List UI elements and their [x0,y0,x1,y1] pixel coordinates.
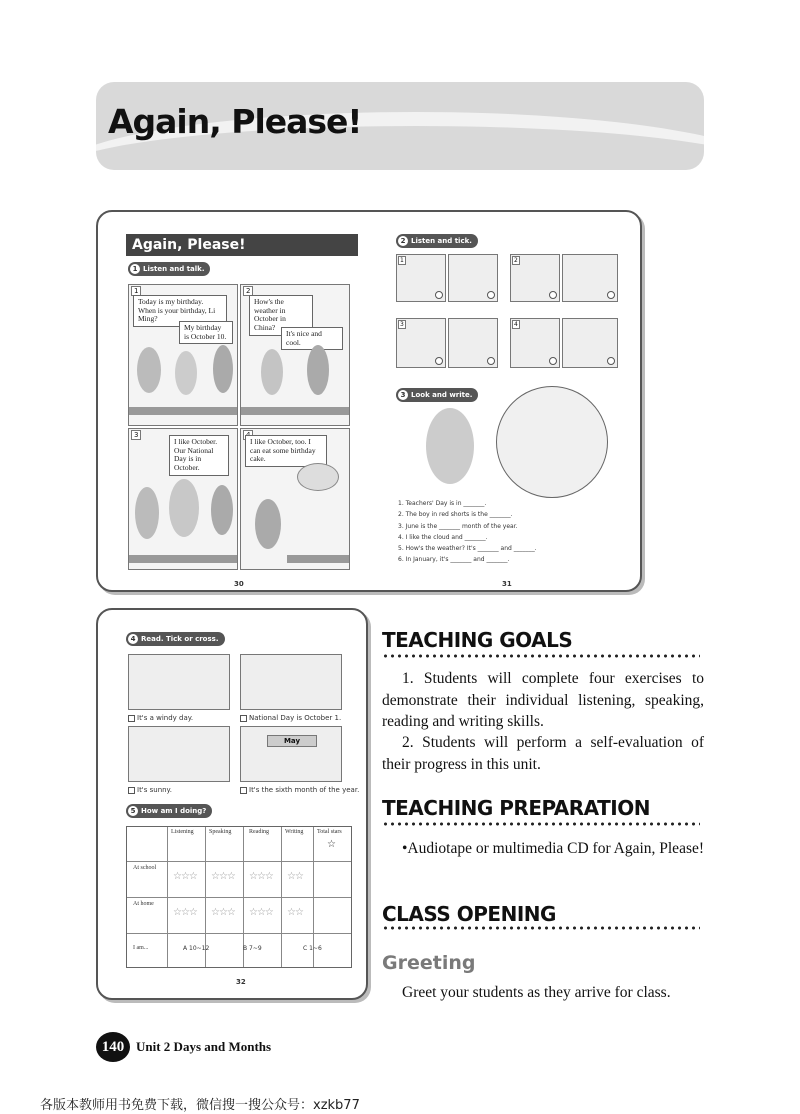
section-label-text: Listen and talk. [143,265,205,273]
tick-picture [510,318,560,368]
grid-header: Reading [249,829,269,835]
option [128,714,193,722]
section-number: 5 [128,806,138,816]
speech-bubble: Today is my birthday. When is your birthday, Li Ming? [133,295,227,327]
option-text: National Day is October 1. [249,714,342,722]
option [240,786,359,794]
option [240,714,341,722]
tick-circle[interactable] [487,291,495,299]
table-shape [129,407,237,415]
paragraph-text: 1. Students will complete four exercises to demonstrate their individual listening, speaking, reading and writing skills. [382,670,704,730]
tick-picture [510,254,560,302]
grid-header: Total stars [317,829,342,835]
grid-header: Speaking [209,829,232,835]
tick-picture [562,318,618,368]
speech-bubble: My birthday is October 10. [179,321,233,344]
paragraph [382,838,704,860]
header-banner [96,82,704,170]
tick-picture [396,318,446,368]
checkbox[interactable] [240,715,247,722]
section-label-text: Read. Tick or cross. [141,635,219,643]
paragraph [382,668,704,733]
comic-panel-3 [128,428,238,570]
panel-number: 1 [131,286,141,296]
scale-label: A 10~12 [183,945,210,952]
option [128,786,172,794]
checkbox[interactable] [128,787,135,794]
section-heading-teaching-goals: TEACHING GOALS [382,628,573,652]
section-label-how-am-i [126,804,212,818]
section-heading-class-opening: CLASS OPENING [382,902,556,926]
section-number: 3 [398,390,408,400]
write-item: 1. Teachers' Day is in _______. [398,500,487,507]
student-book-page [96,608,368,1000]
section-heading-teaching-preparation: TEACHING PREPARATION [382,796,650,820]
tick-picture [562,254,618,302]
child-figure [175,351,197,395]
section-label-text: Look and write. [411,391,473,399]
checkbox[interactable] [128,715,135,722]
table-shape [129,555,237,563]
checkbox[interactable] [240,787,247,794]
speech-bubble: I like October. Our National Day is in October. [169,435,229,476]
page-number-badge: 140 [96,1032,130,1062]
grid-header: Writing [285,829,304,835]
section-label-listen-talk [128,262,210,276]
child-figure [255,499,281,549]
sunny-picture [128,726,230,782]
calendar-month: May [267,735,317,747]
calendar-picture [240,726,342,782]
section-number: 2 [398,236,408,246]
speech-bubble: How's the weather in October in China? [249,295,313,336]
write-item: 5. How's the weather? It's _______ and _______. [398,545,537,553]
dotted-rule [382,822,700,826]
star-icon: ☆ [327,839,335,850]
tick-picture [448,318,498,368]
student-book-spread [96,210,642,592]
page-number: 32 [236,978,246,986]
tick-circle[interactable] [607,291,615,299]
star-icons[interactable]: ☆☆☆ [249,871,273,882]
star-icons[interactable]: ☆☆ [287,907,303,918]
self-evaluation-grid [126,826,352,968]
option-text: It's the sixth month of the year. [249,786,360,794]
grid-row-label: I am... [133,945,149,951]
grid-header: Listening [171,829,194,835]
section-label-text: How am I doing? [141,807,207,815]
table-shape [241,407,349,415]
paragraph [382,982,704,1004]
child-figure [135,487,159,539]
star-icons[interactable]: ☆☆☆ [211,871,235,882]
tick-circle[interactable] [435,291,443,299]
comic-panel-2 [240,284,350,426]
spread-title: Again, Please! [126,234,358,256]
grid-line [127,897,351,898]
tick-circle[interactable] [607,357,615,365]
page-number: 31 [502,580,512,588]
panel-number: 3 [131,430,141,440]
star-icons[interactable]: ☆☆☆ [249,907,273,918]
scale-label: C 1~6 [303,945,322,952]
boy-thinking-figure [426,408,474,484]
page-title: Again, Please! [108,102,362,141]
child-figure [307,345,329,395]
option-text: It's sunny. [137,786,172,794]
windy-picture [128,654,230,710]
comic-panel-4 [240,428,350,570]
star-icons[interactable]: ☆☆☆ [173,907,197,918]
write-item: 4. I like the cloud and _______. [398,533,488,541]
scale-label: B 7~9 [243,945,262,952]
unit-title: Unit 2 Days and Months [136,1039,272,1054]
option-text: It's a windy day. [137,714,194,722]
grid-row-label: At home [133,901,154,907]
child-figure [213,345,233,393]
section-label-look-write [396,388,478,402]
write-item: 3. June is the _______ month of the year. [398,522,518,530]
section-number: 1 [130,264,140,274]
national-day-picture [240,654,342,710]
paragraph-text: •Audiotape or multimedia CD for Again, Please! [402,840,705,857]
picture-number: 3 [400,321,404,328]
star-icons[interactable]: ☆☆☆ [173,871,197,882]
picture-number: 2 [514,257,518,264]
section-label-read-tick [126,632,225,646]
child-figure [137,347,161,393]
comic-panel-1 [128,284,238,426]
tick-circle[interactable] [549,291,557,299]
paragraph-text: 2. Students will perform a self-evaluation of their progress in this unit. [382,734,704,773]
picture-number: 4 [514,321,518,328]
tick-picture [448,254,498,302]
child-figure [261,349,283,395]
grid-line [127,933,351,934]
watermark-text: 各版本教师用书免费下载，微信搜一搜公众号：xzkb77 [40,1098,360,1113]
paragraph [382,732,704,775]
star-icons[interactable]: ☆☆☆ [211,907,235,918]
tick-circle[interactable] [435,357,443,365]
star-icons[interactable]: ☆☆ [287,871,303,882]
tick-circle[interactable] [487,357,495,365]
section-label-listen-tick [396,234,478,248]
seasons-wheel [496,386,608,498]
tick-circle[interactable] [549,357,557,365]
grid-line [127,861,351,862]
table-shape [287,555,349,563]
speech-bubble: I like October, too. I can eat some birthday cake. [245,435,327,467]
thought-bubble [297,463,339,491]
section-number: 4 [128,634,138,644]
panel-number: 2 [243,286,253,296]
write-list [398,498,537,566]
tick-picture [396,254,446,302]
page-number: 30 [234,580,244,588]
section-label-text: Listen and tick. [411,237,472,245]
dotted-rule [382,926,700,930]
child-figure [211,485,233,535]
write-item: 2. The boy in red shorts is the _______. [398,511,513,519]
child-figure [169,479,199,537]
picture-number: 1 [400,257,404,264]
subheading-greeting: Greeting [382,952,476,974]
dotted-rule [382,654,700,658]
paragraph-text: Greet your students as they arrive for class. [402,984,671,1001]
grid-row-label: At school [133,865,157,871]
speech-bubble: It's nice and cool. [281,327,343,350]
write-item: 6. In January, it's _______ and _______. [398,556,510,564]
